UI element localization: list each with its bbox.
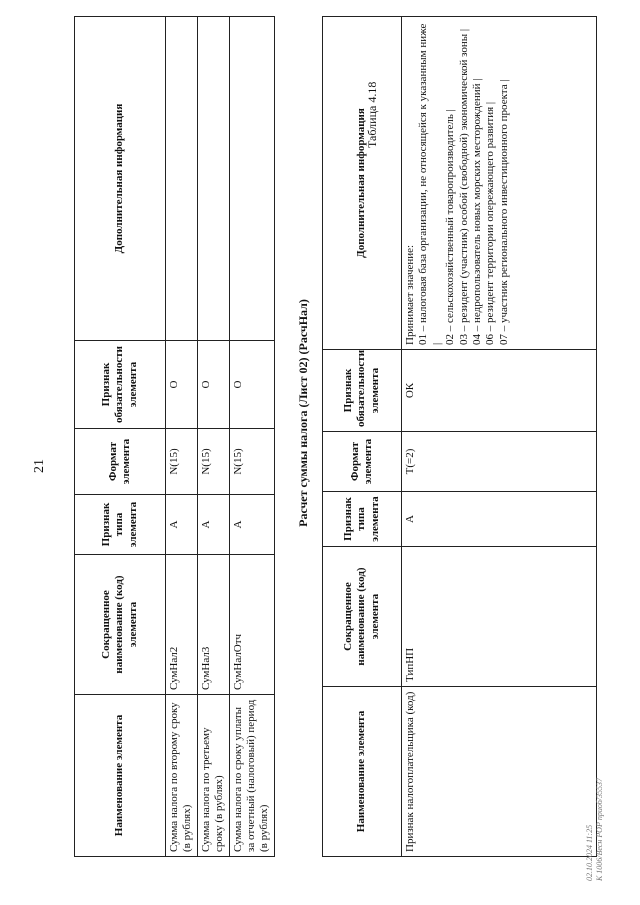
element-info-cell bbox=[402, 17, 597, 350]
header-cell: Признак обязательности элемента bbox=[323, 350, 402, 432]
element-type-cell: А bbox=[402, 492, 597, 547]
header-cell: Сокращенное наименование (код) элемента bbox=[75, 555, 166, 695]
info-intro: Принимает значение: bbox=[404, 244, 416, 345]
element-info-cell bbox=[229, 17, 274, 341]
page-number: 21 bbox=[32, 459, 47, 473]
element-required-cell: О bbox=[166, 341, 198, 429]
element-required-cell: О bbox=[197, 341, 229, 429]
table-caption: Расчет суммы налога (Лист 02) (РасчНал) bbox=[296, 299, 310, 527]
element-code-cell: СумНал2 bbox=[166, 555, 198, 695]
header-cell: Признак типа элемента bbox=[323, 492, 402, 547]
header-cell: Наименование элемента bbox=[75, 695, 166, 857]
table-row bbox=[402, 17, 597, 857]
registration-stamp bbox=[585, 778, 604, 881]
element-format-cell: N(15) bbox=[166, 429, 198, 495]
header-cell: Формат элемента bbox=[75, 429, 166, 495]
header-cell: Дополнительная информация bbox=[75, 17, 166, 341]
element-required-cell: ОК bbox=[402, 350, 597, 432]
element-name-cell: Признак налогоплательщика (код) bbox=[402, 687, 597, 857]
element-required-cell: О bbox=[229, 341, 274, 429]
element-code-cell: СумНалОтч bbox=[229, 555, 274, 695]
element-info-cell bbox=[166, 17, 198, 341]
list-item: 02 – сельскохозяйственный товаропроизводитель | bbox=[444, 109, 457, 345]
element-info-cell bbox=[197, 17, 229, 341]
header-cell: Признак типа элемента bbox=[75, 495, 166, 555]
element-format-cell: N(15) bbox=[197, 429, 229, 495]
header-cell: Формат элемента bbox=[323, 432, 402, 492]
table-label: Таблица 4.18 bbox=[365, 81, 379, 148]
header-cell: Дополнительная информация bbox=[323, 17, 402, 350]
list-item: 04 – недропользователь новых морских месторождений | bbox=[471, 78, 484, 345]
value-list bbox=[417, 21, 511, 345]
table-row bbox=[166, 17, 198, 857]
stamp-line: К 1006/Весн РОР приоб/35537 bbox=[594, 778, 604, 881]
element-name-cell: Сумма налога по второму сроку (в рублях) bbox=[166, 695, 198, 857]
table-row bbox=[229, 17, 274, 857]
rotated-sheet bbox=[20, 13, 620, 893]
element-format-cell: N(15) bbox=[229, 429, 274, 495]
table-row bbox=[197, 17, 229, 857]
elements-table-continued bbox=[74, 16, 275, 857]
element-code-cell: СумНал3 bbox=[197, 555, 229, 695]
element-format-cell: Т(=2) bbox=[402, 432, 597, 492]
element-name-cell: Сумма налога по сроку уплаты за отчетный (налоговый) период (в рублях) bbox=[229, 695, 274, 857]
header-cell: Признак обязательности элемента bbox=[75, 341, 166, 429]
list-item: 07 – участник регионального инвестиционного проекта | bbox=[497, 79, 510, 345]
element-name-cell: Сумма налога по третьему сроку (в рублях) bbox=[197, 695, 229, 857]
list-item: 03 – резидент (участник) особой (свободной) экономической зоны | bbox=[457, 28, 470, 345]
element-type-cell: А bbox=[197, 495, 229, 555]
header-cell: Сокращенное наименование (код) элемента bbox=[323, 547, 402, 687]
tax-calculation-table bbox=[322, 16, 597, 857]
list-item: 06 – резидент территории опережающего развития | bbox=[484, 101, 497, 345]
table-header-row bbox=[75, 17, 166, 857]
element-type-cell: А bbox=[229, 495, 274, 555]
stamp-line: 02.10.2024 11:25 bbox=[585, 824, 594, 881]
table-header-row bbox=[323, 17, 402, 857]
element-type-cell: А bbox=[166, 495, 198, 555]
header-cell: Наименование элемента bbox=[323, 687, 402, 857]
list-item: 01 – налоговая база организации, не относящейся к указанным ниже | bbox=[417, 23, 443, 345]
element-code-cell: ТипНП bbox=[402, 547, 597, 687]
